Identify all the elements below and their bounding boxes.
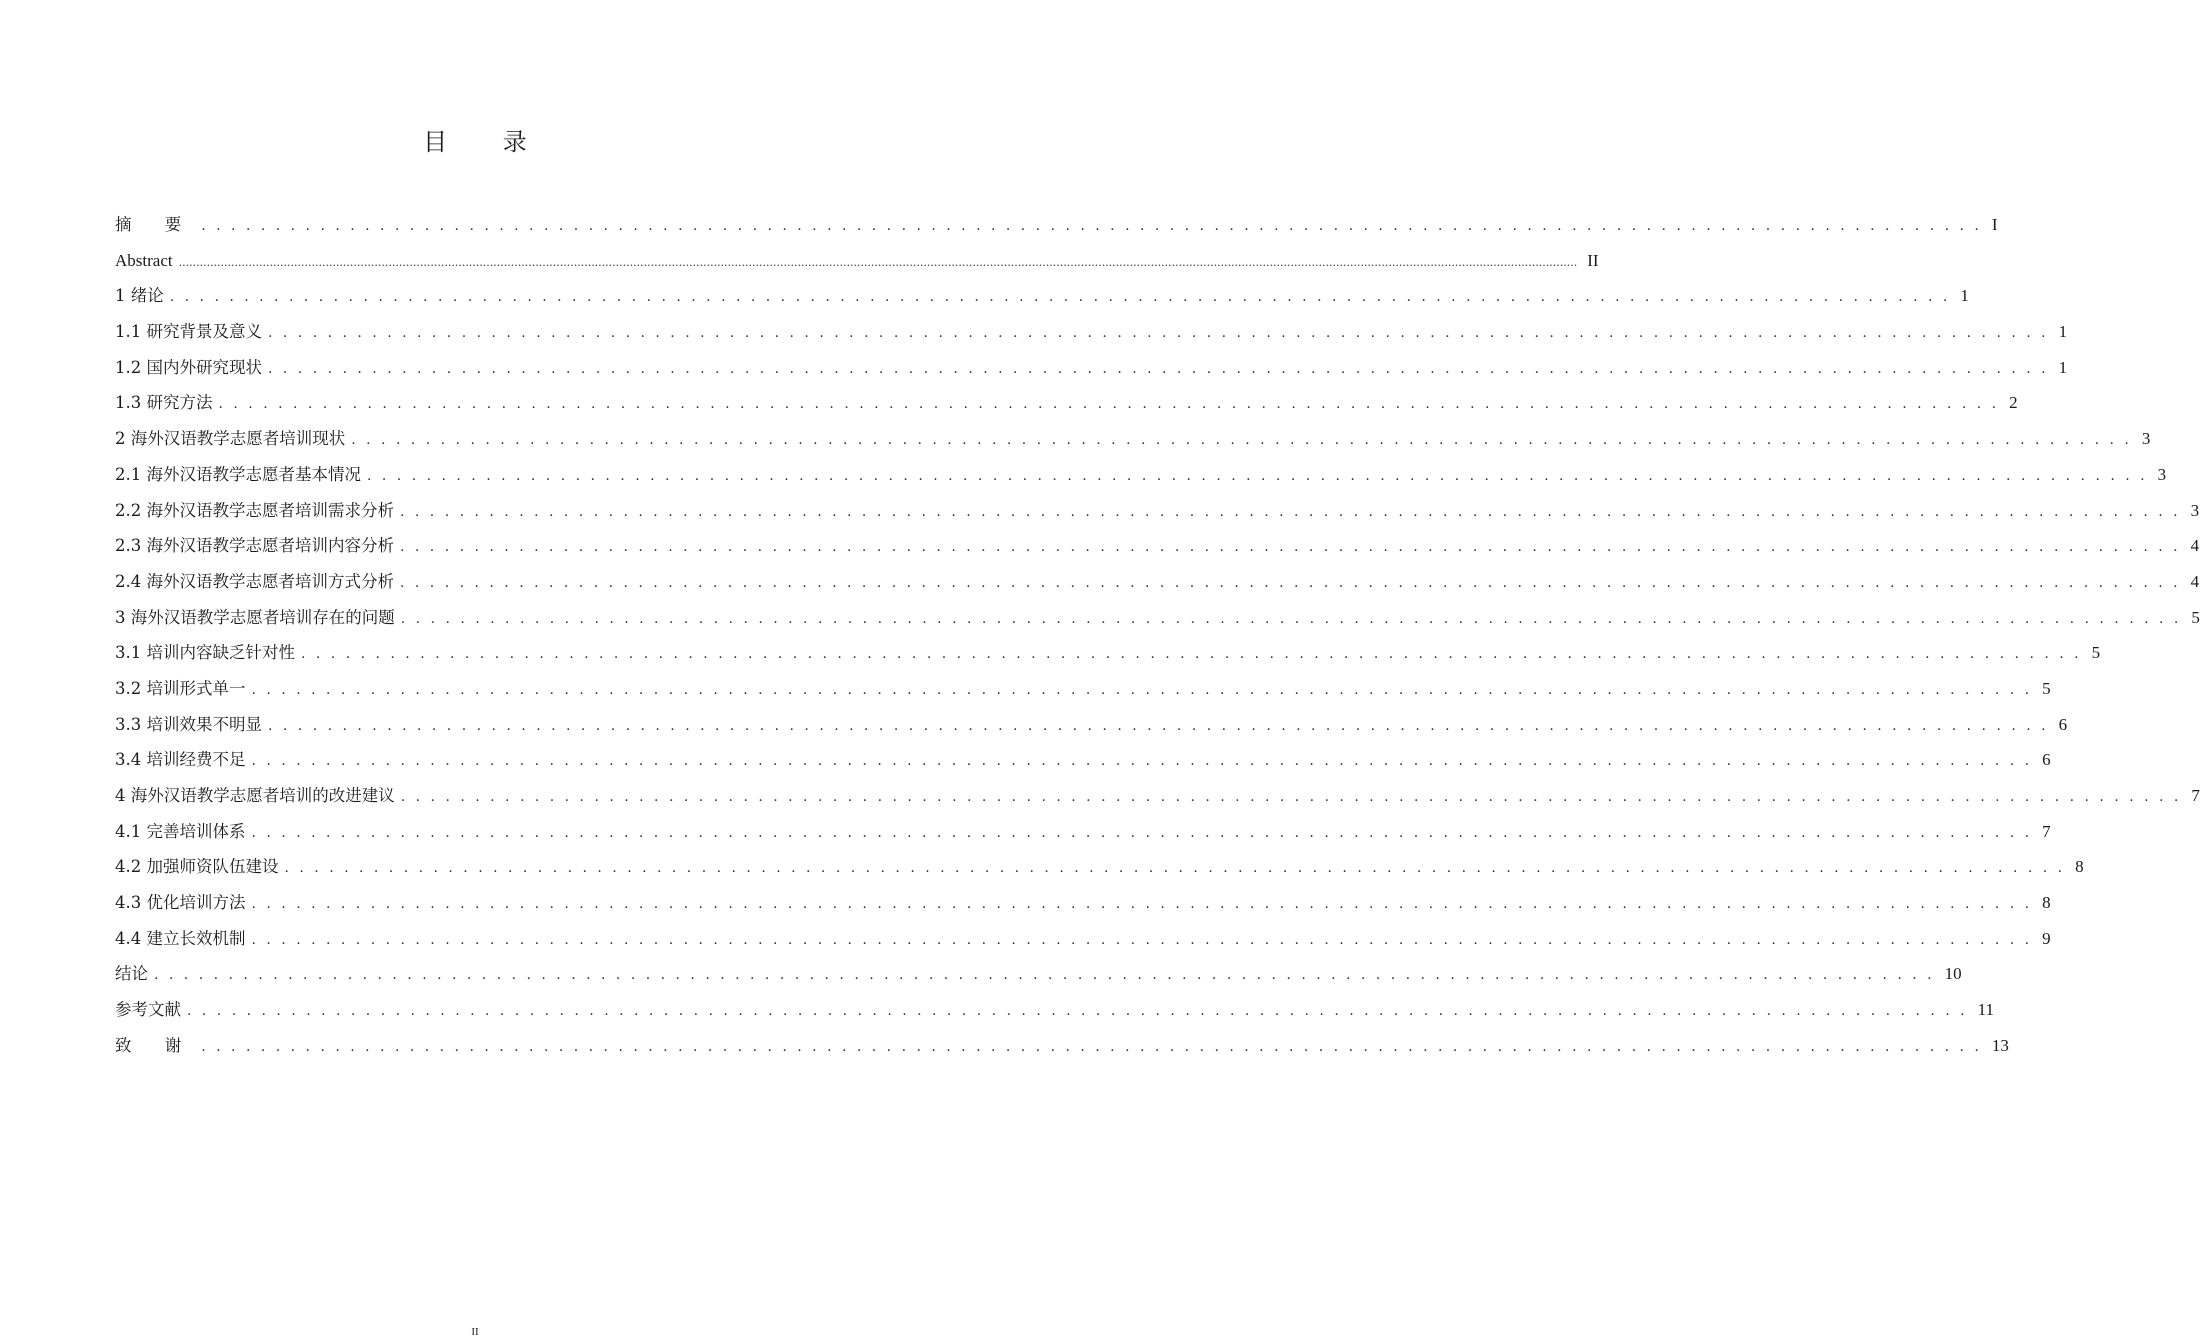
toc-entry[interactable] — [115, 778, 2200, 814]
toc-entry-page-number: 5 — [2191, 607, 2200, 627]
toc-entry-page-number: 9 — [2042, 928, 2051, 948]
toc-entry[interactable] — [115, 421, 2151, 457]
toc-dot-leader: . . . . . . . . . . . . . . . . . . . . . . . . . . . . . . . . . . . . . . . . . . . . . . . . . . . . . . . . . . . . . . . . . . . . . . . . . . . . . . . . . . . . . . . . . . . . . . . . . . . . . . . . . . . . . . . . . . . . . . . . — [400, 574, 2181, 591]
toc-entry[interactable] — [115, 814, 2051, 850]
toc-entry[interactable] — [115, 671, 2051, 707]
toc-entry-label: 4.2 加强师资队伍建设 — [115, 857, 279, 877]
toc-entry-page-number: 11 — [1977, 1000, 1994, 1020]
toc-entry-label: 4.4 建立长效机制 — [115, 928, 246, 948]
toc-dot-leader: . . . . . . . . . . . . . . . . . . . . . . . . . . . . . . . . . . . . . . . . . . . . . . . . . . . . . . . . . . . . . . . . . . . . . . . . . . . . . . . . . . . . . . . . . . . . . . . . . . . . . . . . . . . . . . . . . . . . . . . . — [251, 824, 2033, 841]
toc-dot-leader: . . . . . . . . . . . . . . . . . . . . . . . . . . . . . . . . . . . . . . . . . . . . . . . . . . . . . . . . . . . . . . . . . . . . . . . . . . . . . . . . . . . . . . . . . . . . . . . . . . . . . . . . . . . . . . . . . . . . . . . . — [154, 967, 1935, 984]
toc-dot-leader: . . . . . . . . . . . . . . . . . . . . . . . . . . . . . . . . . . . . . . . . . . . . . . . . . . . . . . . . . . . . . . . . . . . . . . . . . . . . . . . . . . . . . . . . . . . . . . . . . . . . . . . . . . . . . . . . . . . . . . . . — [268, 325, 2049, 342]
toc-entry-page-number: 8 — [2075, 857, 2084, 877]
toc-entry-label: 3.4 培训经费不足 — [115, 750, 246, 770]
toc-dot-leader: . . . . . . . . . . . . . . . . . . . . . . . . . . . . . . . . . . . . . . . . . . . . . . . . . . . . . . . . . . . . . . . . . . . . . . . . . . . . . . . . . . . . . . . . . . . . . . . . . . . . . . . . . . . . . . . . . . . . . . . . — [400, 539, 2181, 556]
toc-dot-leader: . . . . . . . . . . . . . . . . . . . . . . . . . . . . . . . . . . . . . . . . . . . . . . . . . . . . . . . . . . . . . . . . . . . . . . . . . . . . . . . . . . . . . . . . . . . . . . . . . . . . . . . . . . . . . . . . . . . . . . . . — [301, 646, 2082, 663]
toc-entry-label: 4 海外汉语教学志愿者培训的改进建议 — [115, 786, 395, 805]
toc-entry-page-number: 10 — [1944, 964, 1962, 984]
toc-dot-leader: . . . . . . . . . . . . . . . . . . . . . . . . . . . . . . . . . . . . . . . . . . . . . . . . . . . . . . . . . . . . . . . . . . . . . . . . . . . . . . . . . . . . . . . . . . . . . . . . . . . . . . . . . . . . . . . . . . . . . . . . — [169, 289, 1951, 306]
toc-dot-leader: . . . . . . . . . . . . . . . . . . . . . . . . . . . . . . . . . . . . . . . . . . . . . . . . . . . . . . . . . . . . . . . . . . . . . . . . . . . . . . . . . . . . . . . . . . . . . . . . . . . . . . . . . . . . . . . . . . . . . . . . — [201, 218, 1982, 234]
toc-entry-page-number: 8 — [2042, 893, 2051, 913]
toc-entry-label: 3.1 培训内容缺乏针对性 — [115, 643, 295, 663]
toc-entry-page-number: 7 — [2191, 786, 2200, 805]
toc-entry-label: 摘 要 — [115, 215, 196, 234]
toc-dot-leader: . . . . . . . . . . . . . . . . . . . . . . . . . . . . . . . . . . . . . . . . . . . . . . . . . . . . . . . . . . . . . . . . . . . . . . . . . . . . . . . . . . . . . . . . . . . . . . . . . . . . . . . . . . . . . . . . . . . . . . . . — [367, 467, 2148, 484]
toc-entry[interactable] — [115, 528, 2200, 564]
toc-entry[interactable] — [115, 385, 2018, 421]
toc-entry-page-number: 2 — [2009, 393, 2018, 413]
toc-entry-page-number: 13 — [1991, 1035, 2009, 1055]
toc-dot-leader: . . . . . . . . . . . . . . . . . . . . . . . . . . . . . . . . . . . . . . . . . . . . . . . . . . . . . . . . . . . . . . . . . . . . . . . . . . . . . . . . . . . . . . . . . . . . . . . . . . . . . . . . . . . . . . . . . . . . . . . . — [251, 753, 2033, 770]
toc-entry-label: 2.4 海外汉语教学志愿者培训方式分析 — [115, 571, 394, 591]
toc-entry-page-number: 6 — [2058, 714, 2068, 734]
toc-dot-leader: ................................................................................................................................................................................................................................................................................................................................................................................................................ — [178, 255, 1578, 269]
toc-entry[interactable] — [115, 992, 1994, 1028]
table-of-contents — [115, 207, 2200, 1064]
toc-entry-page-number: 5 — [2091, 643, 2101, 663]
toc-entry-label: 3.2 培训形式单一 — [115, 678, 246, 698]
page-title: 目 录 — [423, 128, 551, 156]
toc-entry-label: 1.2 国内外研究现状 — [115, 357, 262, 377]
toc-entry[interactable] — [115, 921, 2051, 957]
toc-dot-leader: . . . . . . . . . . . . . . . . . . . . . . . . . . . . . . . . . . . . . . . . . . . . . . . . . . . . . . . . . . . . . . . . . . . . . . . . . . . . . . . . . . . . . . . . . . . . . . . . . . . . . . . . . . . . . . . . . . . . . . . . — [187, 1003, 1968, 1020]
toc-entry[interactable] — [115, 350, 2068, 386]
toc-dot-leader: . . . . . . . . . . . . . . . . . . . . . . . . . . . . . . . . . . . . . . . . . . . . . . . . . . . . . . . . . . . . . . . . . . . . . . . . . . . . . . . . . . . . . . . . . . . . . . . . . . . . . . . . . . . . . . . . . . . . . . . . — [268, 717, 2049, 734]
toc-dot-leader: . . . . . . . . . . . . . . . . . . . . . . . . . . . . . . . . . . . . . . . . . . . . . . . . . . . . . . . . . . . . . . . . . . . . . . . . . . . . . . . . . . . . . . . . . . . . . . . . . . . . . . . . . . . . . . . . . . . . . . . . — [400, 503, 2181, 520]
toc-entry-label: 1 绪论 — [115, 286, 164, 306]
toc-entry-page-number: 1 — [2058, 357, 2068, 377]
toc-dot-leader: . . . . . . . . . . . . . . . . . . . . . . . . . . . . . . . . . . . . . . . . . . . . . . . . . . . . . . . . . . . . . . . . . . . . . . . . . . . . . . . . . . . . . . . . . . . . . . . . . . . . . . . . . . . . . . . . . . . . . . . . — [268, 360, 2049, 377]
toc-entry-label: Abstract — [115, 250, 173, 270]
toc-entry-page-number: 1 — [1960, 286, 1969, 306]
toc-entry-label: 3 海外汉语教学志愿者培训存在的问题 — [115, 607, 395, 627]
toc-entry-label: 1.3 研究方法 — [115, 393, 213, 413]
toc-entry-page-number: 4 — [2190, 536, 2200, 556]
toc-dot-leader: . . . . . . . . . . . . . . . . . . . . . . . . . . . . . . . . . . . . . . . . . . . . . . . . . . . . . . . . . . . . . . . . . . . . . . . . . . . . . . . . . . . . . . . . . . . . . . . . . . . . . . . . . . . . . . . . . . . . . . . . — [251, 931, 2033, 948]
toc-entry[interactable] — [115, 600, 2200, 636]
toc-entry[interactable] — [115, 564, 2200, 600]
toc-entry-label: 参考文献 — [115, 1000, 181, 1020]
toc-entry-label: 结论 — [115, 964, 148, 984]
toc-dot-leader: . . . . . . . . . . . . . . . . . . . . . . . . . . . . . . . . . . . . . . . . . . . . . . . . . . . . . . . . . . . . . . . . . . . . . . . . . . . . . . . . . . . . . . . . . . . . . . . . . . . . . . . . . . . . . . . . . . . . . . . . — [284, 860, 2066, 877]
toc-entry-page-number: 3 — [2141, 429, 2151, 449]
toc-entry[interactable] — [115, 956, 1962, 992]
toc-entry-page-number: 1 — [2058, 322, 2068, 342]
toc-entry-label: 1.1 研究背景及意义 — [115, 322, 262, 342]
toc-entry-label: 2.3 海外汉语教学志愿者培训内容分析 — [115, 536, 394, 556]
toc-entry-label: 4.3 优化培训方法 — [115, 893, 246, 913]
toc-entry-page-number: 3 — [2157, 464, 2167, 484]
toc-entry[interactable] — [115, 707, 2068, 743]
toc-entry[interactable] — [115, 243, 1599, 279]
toc-entry-label: 2.1 海外汉语教学志愿者基本情况 — [115, 464, 361, 484]
toc-entry-label: 致 谢 — [115, 1035, 196, 1055]
toc-entry[interactable] — [115, 885, 2051, 921]
toc-entry-page-number: 6 — [2042, 750, 2051, 770]
toc-entry-label: 2 海外汉语教学志愿者培训现状 — [115, 429, 346, 449]
toc-entry[interactable] — [115, 849, 2084, 885]
toc-entry-page-number: 7 — [2042, 821, 2051, 841]
toc-entry[interactable] — [115, 635, 2101, 671]
toc-dot-leader: . . . . . . . . . . . . . . . . . . . . . . . . . . . . . . . . . . . . . . . . . . . . . . . . . . . . . . . . . . . . . . . . . . . . . . . . . . . . . . . . . . . . . . . . . . . . . . . . . . . . . . . . . . . . . . . . . . . . . . . . — [218, 396, 2000, 413]
toc-dot-leader: . . . . . . . . . . . . . . . . . . . . . . . . . . . . . . . . . . . . . . . . . . . . . . . . . . . . . . . . . . . . . . . . . . . . . . . . . . . . . . . . . . . . . . . . . . . . . . . . . . . . . . . . . . . . . . . . . . . . . . . . — [351, 432, 2132, 449]
toc-entry-page-number: II — [1587, 250, 1599, 270]
toc-entry[interactable] — [115, 742, 2051, 778]
toc-entry-page-number: 4 — [2190, 571, 2200, 591]
toc-entry-label: 4.1 完善培训体系 — [115, 821, 246, 841]
toc-entry[interactable] — [115, 278, 1969, 314]
toc-dot-leader: . . . . . . . . . . . . . . . . . . . . . . . . . . . . . . . . . . . . . . . . . . . . . . . . . . . . . . . . . . . . . . . . . . . . . . . . . . . . . . . . . . . . . . . . . . . . . . . . . . . . . . . . . . . . . . . . . . . . . . . . — [400, 789, 2182, 805]
toc-dot-leader: . . . . . . . . . . . . . . . . . . . . . . . . . . . . . . . . . . . . . . . . . . . . . . . . . . . . . . . . . . . . . . . . . . . . . . . . . . . . . . . . . . . . . . . . . . . . . . . . . . . . . . . . . . . . . . . . . . . . . . . . — [251, 896, 2033, 913]
toc-dot-leader: . . . . . . . . . . . . . . . . . . . . . . . . . . . . . . . . . . . . . . . . . . . . . . . . . . . . . . . . . . . . . . . . . . . . . . . . . . . . . . . . . . . . . . . . . . . . . . . . . . . . . . . . . . . . . . . . . . . . . . . . — [400, 610, 2182, 627]
footer-page-number: II — [471, 1326, 479, 1338]
toc-dot-leader: . . . . . . . . . . . . . . . . . . . . . . . . . . . . . . . . . . . . . . . . . . . . . . . . . . . . . . . . . . . . . . . . . . . . . . . . . . . . . . . . . . . . . . . . . . . . . . . . . . . . . . . . . . . . . . . . . . . . . . . . — [201, 1038, 1982, 1055]
toc-entry[interactable] — [115, 457, 2167, 493]
toc-entry[interactable] — [115, 207, 1998, 243]
toc-entry[interactable] — [115, 314, 2068, 350]
toc-entry-page-number: 5 — [2042, 678, 2051, 698]
toc-entry-label: 3.3 培训效果不明显 — [115, 714, 262, 734]
toc-dot-leader: . . . . . . . . . . . . . . . . . . . . . . . . . . . . . . . . . . . . . . . . . . . . . . . . . . . . . . . . . . . . . . . . . . . . . . . . . . . . . . . . . . . . . . . . . . . . . . . . . . . . . . . . . . . . . . . . . . . . . . . . — [251, 681, 2033, 698]
toc-entry-page-number: I — [1991, 215, 1998, 234]
toc-entry-label: 2.2 海外汉语教学志愿者培训需求分析 — [115, 500, 394, 520]
toc-entry-page-number: 3 — [2190, 500, 2200, 520]
toc-entry[interactable] — [115, 493, 2200, 529]
toc-entry[interactable] — [115, 1028, 2009, 1064]
